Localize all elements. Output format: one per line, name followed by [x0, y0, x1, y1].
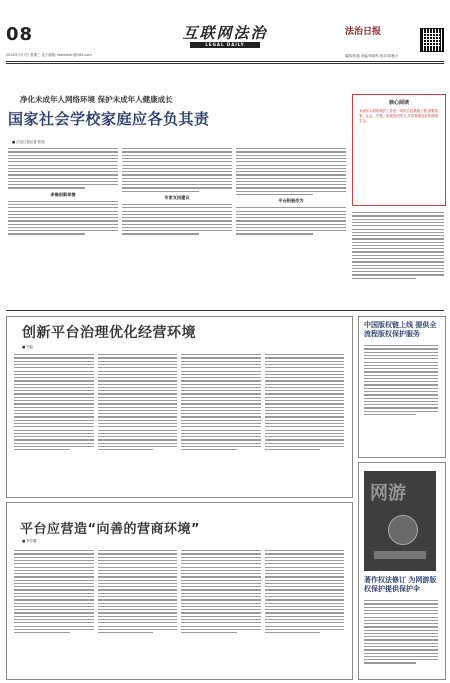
top-story-headline: 国家社会学校家庭应各负其责 — [8, 110, 210, 128]
story3-body — [14, 548, 344, 674]
top-story-col-4 — [352, 210, 444, 305]
subhead-1: 多维创新举措 — [50, 191, 76, 197]
qr-code-icon — [420, 28, 444, 52]
top-story-col-3 — [236, 146, 346, 306]
side2-title: 著作权法修订 为网游版权保护提供保护伞 — [364, 576, 437, 593]
story3-author: ■ 李学耀 — [22, 539, 37, 543]
promo-emblem-icon — [388, 515, 418, 545]
top-story-byline: ■ 法治日报记者 张瑞 — [12, 140, 45, 144]
subhead-3: 平台积极作为 — [278, 198, 304, 204]
page-number: 08 — [6, 24, 34, 45]
top-story-col-2 — [122, 146, 232, 306]
editors-line: 编辑/张瑞 美编/李晓军 校对/郑雅言 — [345, 54, 399, 58]
section-divider — [6, 310, 444, 311]
masthead: 法治日报 — [345, 27, 382, 37]
header-rule-thin — [6, 63, 444, 64]
side2-body — [364, 598, 438, 666]
top-story-col-1 — [8, 146, 118, 306]
section-logo — [165, 24, 285, 48]
side1-title: 中国版权链上线 提供全流程版权保护服务 — [364, 321, 437, 338]
story2-body — [14, 352, 344, 492]
core-reading-text: 未成年人网络保护工作是一项综合性系统工程,需要国家、社会、学校、家庭协同发力,共同构建良好的网络生态。 — [359, 109, 439, 123]
core-reading-box — [352, 94, 446, 206]
promo-badge — [374, 551, 426, 559]
story2-headline: 创新平台治理优化经营环境 — [22, 325, 196, 341]
header-rule — [6, 61, 444, 62]
section-logo-en: LEGAL DAILY — [190, 42, 260, 48]
side1-body — [364, 343, 438, 417]
top-story-kicker: 净化未成年人网络环境 保护未成年人健康成长 — [20, 95, 173, 104]
subhead-2: 专家支招建议 — [164, 194, 190, 200]
game-promo-image — [364, 471, 436, 571]
promo-text: 网游 — [370, 483, 406, 504]
story2-author: ■ 马晶 — [22, 345, 34, 349]
top-story-body — [8, 146, 346, 306]
story3-headline: 平台应营造“向善的营商环境” — [20, 522, 201, 537]
section-logo-title: 互联网法治 — [182, 24, 268, 42]
issue-meta: 2024年7月7日 星期三 电子邮箱: fazhishen@163.com — [6, 53, 92, 57]
core-reading-title: 核心阅读 — [388, 100, 409, 106]
